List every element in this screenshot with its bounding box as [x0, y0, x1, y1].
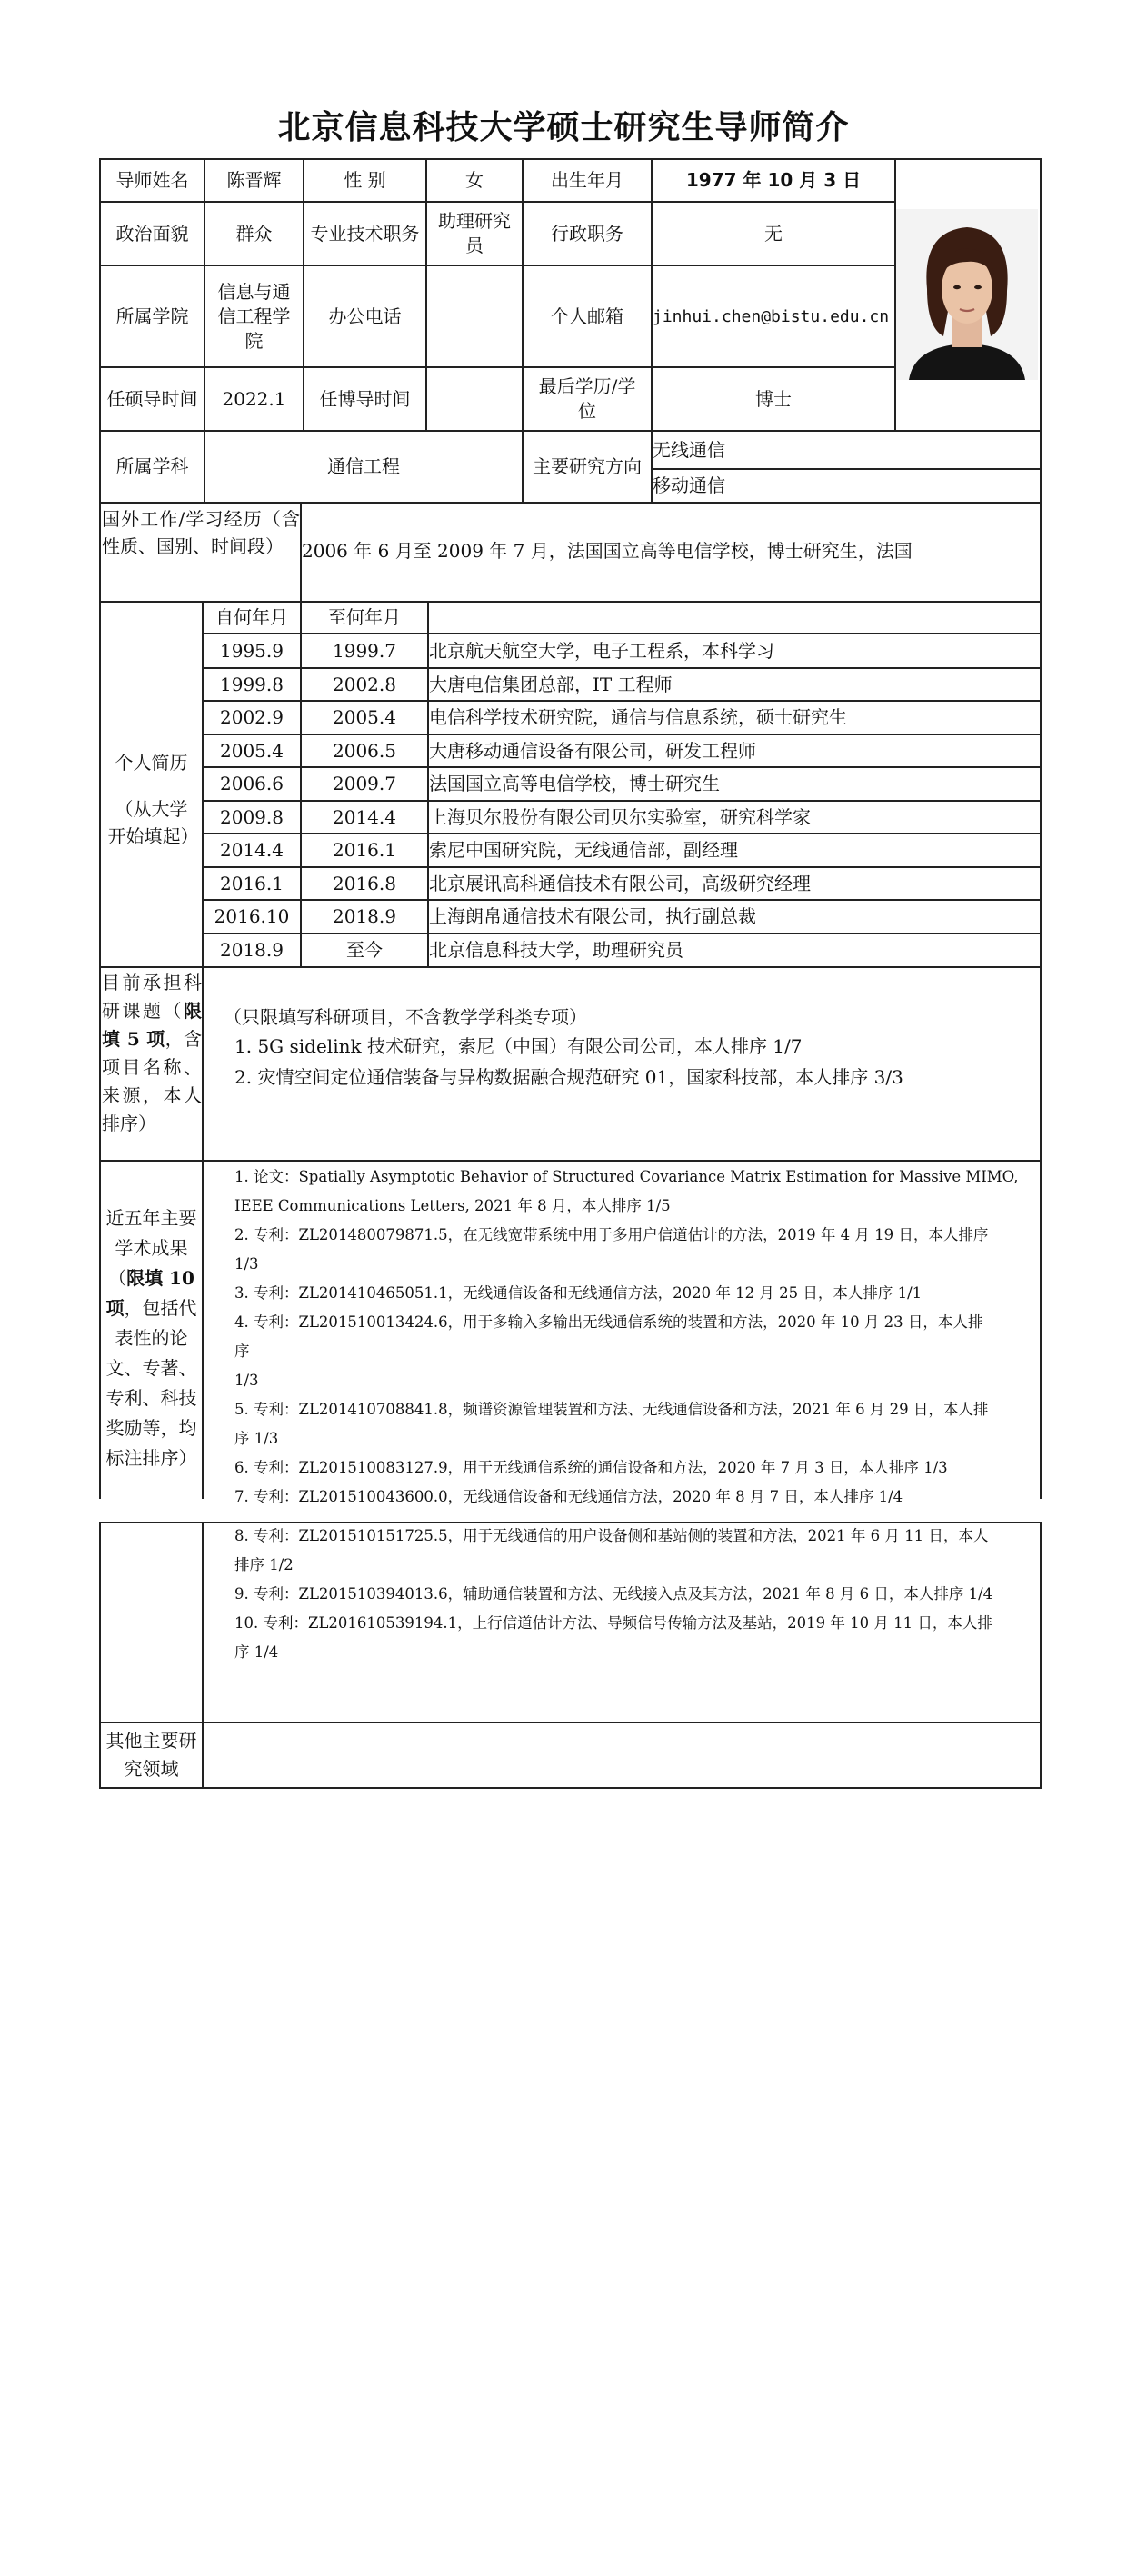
research-item-1: 无线通信	[653, 438, 725, 461]
achievement-line: IEEE Communications Letters, 2021 年 8 月，本人排序 1/5	[234, 1197, 671, 1214]
achievement-line: 6. 专利：ZL201510083127.9，用于无线通信系统的通信设备和方法，2020 年 7 月 3 日，本人排序 1/3	[234, 1459, 948, 1476]
achievement-line: 2. 专利：ZL201480079871.5，在无线宽带系统中用于多用户信道估计的方法，2019 年 4 月 19 日，本人排序	[234, 1226, 989, 1243]
resume-row-from: 2002.9	[220, 706, 284, 728]
research-label: 主要研究方向	[533, 455, 642, 477]
resume-row-to: 2016.8	[333, 872, 396, 894]
achievement-line: 1. 论文：Spatially Asymptotic Behavior of Structured Covariance Matrix Estimation for Massive MIMO,	[234, 1168, 1019, 1185]
resume-row-from: 2016.1	[220, 872, 284, 894]
achievement-line: 3. 专利：ZL201410465051.1，无线通信设备和无线通信方法，2020 年 12 月 25 日，本人排序 1/1	[234, 1284, 923, 1302]
projects-label	[102, 969, 202, 1160]
resume-row-from: 2014.4	[220, 839, 284, 861]
achievement-line: 1/3	[234, 1255, 259, 1273]
political-label: 政治面貌	[115, 222, 189, 245]
projects-label-b: ，含项目名称、来源，本人排序）	[102, 1028, 203, 1134]
name-label: 导师姓名	[115, 169, 189, 191]
email-value: jinhui.chen@bistu.edu.cn	[653, 306, 890, 326]
resume-row-from: 2009.8	[220, 805, 284, 828]
resume-row-desc: 法国国立高等电信学校，博士研究生	[429, 773, 720, 794]
degree-label: 最后学历/学位	[538, 375, 636, 422]
page-title: 北京信息科技大学硕士研究生导师简介	[277, 109, 850, 146]
resume-label-note: （从大学开始填起）	[107, 797, 199, 847]
name-value: 陈晋辉	[226, 169, 282, 191]
birth-value: 1977 年 10 月 3 日	[685, 169, 862, 191]
abroad-label: 国外工作/学习经历（含性质、国别、时间段）	[102, 508, 300, 557]
master-time-value: 2022.1	[222, 387, 286, 410]
birth-label: 出生年月	[551, 169, 623, 191]
resume-row-to: 1999.7	[333, 639, 396, 662]
resume-row-to: 2005.4	[333, 706, 396, 728]
phone-value	[427, 266, 522, 366]
resume-row-to: 2002.8	[333, 673, 396, 695]
resume-row-to: 至今	[346, 939, 383, 961]
resume-row-desc: 索尼中国研究院，无线通信部，副经理	[429, 839, 738, 861]
resume-row-desc: 大唐电信集团总部，IT 工程师	[429, 673, 673, 695]
resume-row-from: 2005.4	[220, 739, 284, 762]
achievement-line: 排序 1/2	[234, 1556, 294, 1573]
project-item-1: 1. 5G sidelink 技术研究，索尼（中国）有限公司公司，本人排序 1/7	[234, 1035, 803, 1057]
projects-label-a: 目前承担科研课题（	[102, 972, 202, 1022]
advisor-photo	[896, 209, 1038, 380]
resume-row-desc: 北京航天航空大学，电子工程系，本科学习	[429, 639, 774, 662]
resume-row-desc: 北京展讯高科通信技术有限公司，高级研究经理	[429, 872, 811, 894]
title-label: 专业技术职务	[310, 222, 420, 245]
projects-note: （只限填写科研项目，不含教学学科类专项）	[224, 1006, 587, 1028]
degree-value: 博士	[755, 387, 792, 410]
resume-row-from: 1995.9	[220, 639, 284, 662]
subject-value: 通信工程	[327, 455, 400, 477]
phd-time-label: 任博导时间	[319, 387, 411, 410]
resume-row-desc: 电信科学技术研究院，通信与信息系统，硕士研究生	[429, 706, 847, 728]
admin-value: 无	[764, 222, 783, 245]
resume-row-desc: 上海朗帛通信技术有限公司，执行副总裁	[429, 905, 756, 927]
resume-col-from: 自何年月	[215, 606, 288, 628]
gender-label: 性 别	[344, 169, 386, 191]
resume-row-to: 2006.5	[333, 739, 396, 762]
achievement-line: 序	[234, 1343, 250, 1360]
resume-row-to: 2014.4	[333, 805, 396, 828]
achievement-line: 5. 专利：ZL201410708841.8，频谱资源管理装置和方法、无线通信设备和方法，2021 年 6 月 29 日，本人排	[234, 1401, 989, 1418]
resume-row-desc: 上海贝尔股份有限公司贝尔实验室，研究科学家	[429, 805, 811, 828]
research-item-2: 移动通信	[653, 474, 725, 496]
resume-col-to: 至何年月	[328, 606, 401, 628]
master-time-label: 任硕导时间	[106, 387, 198, 410]
resume-row-from: 2018.9	[220, 939, 284, 961]
admin-label: 行政职务	[551, 222, 623, 245]
achievements-label-a: 近五年主要学术成果（	[105, 1207, 197, 1289]
gender-value: 女	[465, 169, 484, 191]
resume-row-from: 2006.6	[220, 773, 284, 794]
projects-label-bold: 限填 5 项	[102, 1000, 202, 1050]
achievements-label	[101, 1191, 202, 1486]
achievement-line: 9. 专利：ZL201510394013.6，辅助通信装置和方法、无线接入点及其方法，2021 年 8 月 6 日，本人排序 1/4	[234, 1585, 993, 1603]
resume-row-to: 2018.9	[333, 905, 396, 927]
college-label: 所属学院	[115, 305, 189, 327]
resume-label	[101, 603, 202, 966]
other-label: 其他主要研究领域	[105, 1730, 197, 1780]
phd-time-value	[427, 368, 522, 430]
achievement-line: 序 1/4	[234, 1643, 279, 1661]
achievement-line: 10. 专利：ZL201610539194.1，上行信道估计方法、导频信号传输方法及基站，2019 年 10 月 11 日，本人排	[234, 1614, 992, 1632]
resume-row-from: 2016.10	[214, 905, 290, 927]
achievement-line: 序 1/3	[234, 1430, 279, 1447]
phone-label: 办公电话	[328, 305, 402, 327]
achievement-line: 4. 专利：ZL201510013424.6，用于多输入多输出无线通信系统的装置和方法，2020 年 10 月 23 日，本人排	[234, 1313, 983, 1331]
other-value	[204, 1723, 1040, 1787]
achievements-label-bold: 限填 10 项	[105, 1267, 194, 1319]
achievement-line: 1/3	[234, 1372, 259, 1389]
achievement-line: 7. 专利：ZL201510043600.0，无线通信设备和无线通信方法，2020 年 8 月 7 日，本人排序 1/4	[234, 1488, 903, 1505]
subject-label: 所属学科	[115, 455, 189, 477]
resume-row-to: 2016.1	[333, 839, 396, 861]
achievements-label-b: ，包括代表性的论文、专著、专利、科技奖励等，均标注排序）	[105, 1297, 197, 1469]
achievements-list-page2	[234, 1522, 1042, 1703]
resume-row-desc: 大唐移动通信设备有限公司，研发工程师	[429, 739, 756, 762]
resume-col-desc	[429, 603, 1040, 633]
resume-label-main: 个人简历	[115, 751, 188, 774]
resume-row-from: 1999.8	[220, 673, 284, 695]
resume-row-to: 2009.7	[333, 773, 396, 794]
title-value: 助理研究员	[438, 210, 511, 256]
email-label: 个人邮箱	[551, 305, 623, 327]
achievements-list-page1	[234, 1163, 1042, 1505]
project-item-2: 2. 灾情空间定位通信装备与异构数据融合规范研究 01，国家科技部，本人排序 3/3	[234, 1066, 903, 1088]
resume-row-desc: 北京信息科技大学，助理研究员	[429, 939, 683, 961]
college-value: 信息与通信工程学院	[217, 280, 291, 352]
achievement-line: 8. 专利：ZL201510151725.5，用于无线通信的用户设备侧和基站侧的装置和方法，2021 年 6 月 11 日，本人	[234, 1527, 989, 1544]
abroad-text: 2006 年 6 月至 2009 年 7 月，法国国立高等电信学校，博士研究生，法国	[302, 540, 913, 562]
political-value: 群众	[235, 222, 273, 245]
